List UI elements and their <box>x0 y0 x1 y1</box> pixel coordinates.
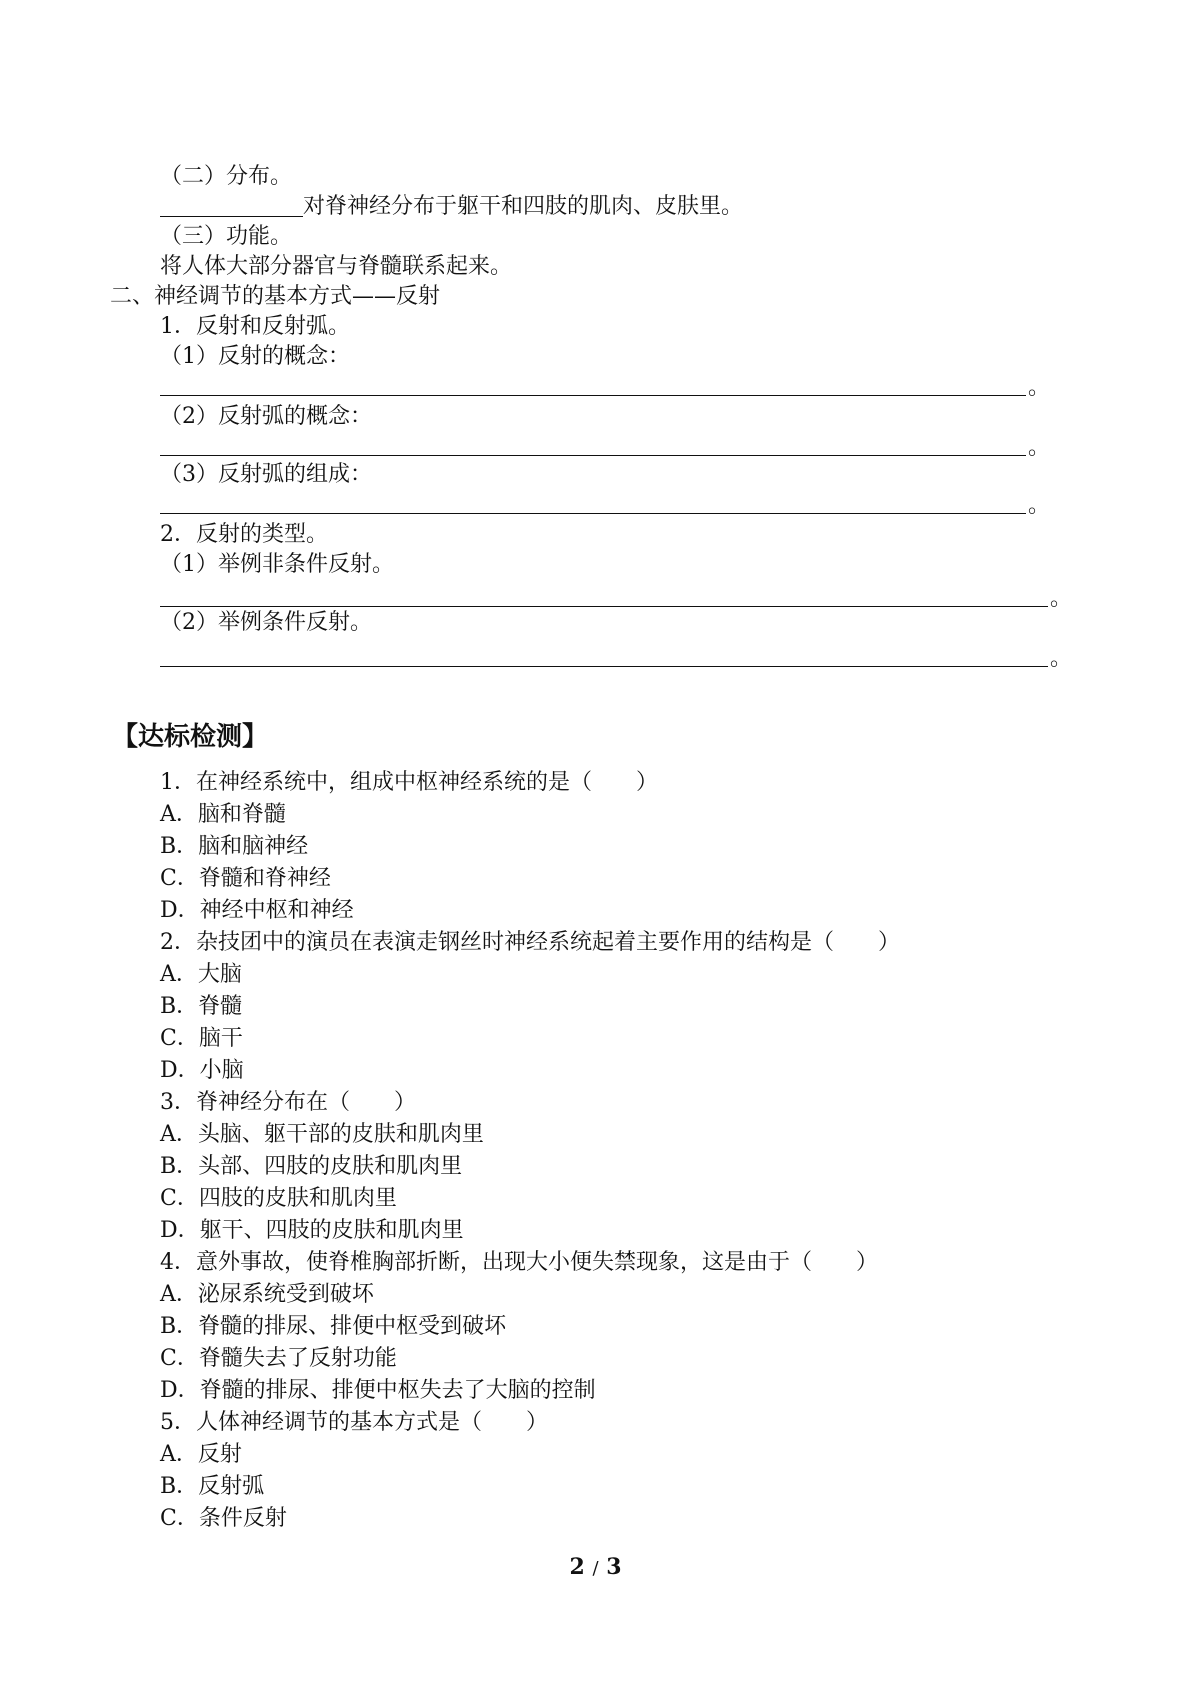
answer-line-5[interactable] <box>160 640 1073 671</box>
reflex-section-heading: 二、神经调节的基本方式——反射 <box>110 284 441 309</box>
reflex-question-4: （1）举例非条件反射。 <box>160 552 394 577</box>
option-c[interactable]: C．脊髓和脊神经 <box>160 866 331 891</box>
reflex-question-5: （2）举例条件反射。 <box>160 610 372 635</box>
end-mark: 。 <box>1050 646 1073 671</box>
option-c[interactable]: C．脑干 <box>160 1026 243 1051</box>
option-b[interactable]: B．头部、四肢的皮肤和肌肉里 <box>160 1154 463 1179</box>
question-stem: 1．在神经系统中，组成中枢神经系统的是（ ） <box>160 770 658 795</box>
reflex-question-2: （2）反射弧的概念： <box>160 404 372 429</box>
option-a[interactable]: A．脑和脊髓 <box>160 802 286 827</box>
answer-rule <box>160 606 1048 607</box>
reflex-item-1: 1．反射和反射弧。 <box>160 314 350 339</box>
function-text: 将人体大部分器官与脊髓联系起来。 <box>160 254 513 279</box>
question-stem: 2．杂技团中的演员在表演走钢丝时神经系统起着主要作用的结构是（ ） <box>160 930 900 955</box>
answer-line-3[interactable] <box>160 487 1051 518</box>
end-mark: 。 <box>1050 586 1073 611</box>
question-stem: 5．人体神经调节的基本方式是（ ） <box>160 1410 548 1435</box>
reflex-question-3: （3）反射弧的组成： <box>160 462 372 487</box>
option-b[interactable]: B．脊髓的排尿、排便中枢受到破坏 <box>160 1314 507 1339</box>
distribution-line <box>160 192 743 222</box>
end-mark: 。 <box>1028 493 1051 518</box>
answer-rule <box>160 666 1048 667</box>
answer-rule <box>160 513 1026 514</box>
option-a[interactable]: A．大脑 <box>160 962 242 987</box>
option-c[interactable]: C．四肢的皮肤和肌肉里 <box>160 1186 397 1211</box>
distribution-heading: （二）分布。 <box>160 164 293 189</box>
option-b[interactable]: B．脑和脑神经 <box>160 834 309 859</box>
option-c[interactable]: C．脊髓失去了反射功能 <box>160 1346 397 1371</box>
answer-blank[interactable] <box>160 194 303 217</box>
option-b[interactable]: B．脊髓 <box>160 994 243 1019</box>
answer-line-2[interactable] <box>160 429 1051 460</box>
end-mark: 。 <box>1028 435 1051 460</box>
page-total: 3 <box>606 1554 622 1580</box>
reflex-item-2: 2．反射的类型。 <box>160 522 328 547</box>
page-separator: / <box>592 1558 599 1579</box>
option-b[interactable]: B．反射弧 <box>160 1474 265 1499</box>
option-a[interactable]: A．反射 <box>160 1442 242 1467</box>
function-heading: （三）功能。 <box>160 224 293 249</box>
option-d[interactable]: D．神经中枢和神经 <box>160 898 354 923</box>
question-stem: 3．脊神经分布在（ ） <box>160 1090 416 1115</box>
reflex-question-1: （1）反射的概念： <box>160 344 350 369</box>
page-number <box>0 1553 1191 1583</box>
answer-rule <box>160 395 1026 396</box>
answer-line-1[interactable] <box>160 369 1051 400</box>
option-d[interactable]: D．脊髓的排尿、排便中枢失去了大脑的控制 <box>160 1378 596 1403</box>
page-current: 2 <box>569 1554 585 1580</box>
option-a[interactable]: A．头脑、躯干部的皮肤和肌肉里 <box>160 1122 484 1147</box>
question-stem: 4．意外事故，使脊椎胸部折断，出现大小便失禁现象，这是由于（ ） <box>160 1250 878 1275</box>
answer-rule <box>160 455 1026 456</box>
end-mark: 。 <box>1028 375 1051 400</box>
option-d[interactable]: D．小脑 <box>160 1058 244 1083</box>
option-a[interactable]: A．泌尿系统受到破坏 <box>160 1282 374 1307</box>
option-d[interactable]: D．躯干、四肢的皮肤和肌肉里 <box>160 1218 464 1243</box>
distribution-text: 对脊神经分布于躯干和四肢的肌肉、皮肤里。 <box>303 194 744 219</box>
check-section-title: 【达标检测】 <box>112 722 269 752</box>
answer-line-4[interactable] <box>160 580 1073 611</box>
option-c[interactable]: C．条件反射 <box>160 1506 287 1531</box>
